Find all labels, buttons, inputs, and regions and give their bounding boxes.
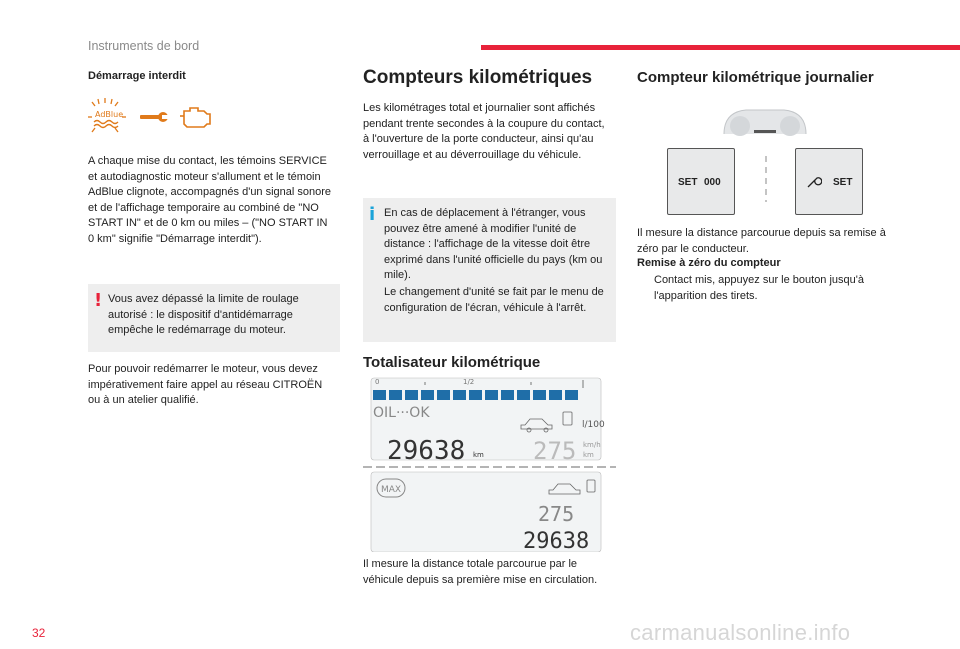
- total-odometer-value: 29638: [387, 436, 466, 466]
- info-icon: i: [369, 204, 376, 225]
- trip-value: 275: [533, 437, 577, 465]
- demarrage-paragraph-1: A chaque mise du contact, les témoins SERVICE et autodiagnostic moteur s'allument et le témoin AdBlue clignote, accompagnés d'un signal sonore et de l'affichage temporaire au combiné de "NO START IN" et de 0 km ou miles – ("NO START IN 0 km" signifie "Démarrage interdit").: [88, 155, 332, 245]
- info-note-text-1: En cas de déplacement à l'étranger, vous pouvez être amené à modifier l'unité de distance : l'affichage de la vitesse doit être exprimé dans l'unité officielle du pays (km ou mile).: [384, 207, 603, 282]
- service-wrench-icon: [140, 112, 168, 122]
- lower-total-value: 29638: [523, 529, 590, 552]
- svg-text:1/2: 1/2: [463, 378, 475, 386]
- svg-text:l/100: l/100: [582, 420, 605, 430]
- adblue-warning-icon: [88, 98, 126, 132]
- svg-text:km: km: [473, 451, 484, 459]
- wrench-icon: [806, 173, 822, 194]
- warning-icons-row: [88, 98, 228, 138]
- running-header: Instruments de bord: [88, 39, 200, 53]
- journalier-heading: Compteur kilométrique journalier: [637, 69, 874, 86]
- svg-text:km/h: km/h: [583, 441, 601, 449]
- reset-instruction: Contact mis, appuyez sur le bouton jusqu'à l'apparition des tirets.: [654, 274, 864, 302]
- totalisateur-heading: Totalisateur kilométrique: [363, 354, 541, 371]
- warning-note-text: Vous avez dépassé la limite de roulage autorisé : le dispositif d'antidémarrage empêche le redémarrage du moteur.: [108, 293, 299, 337]
- compteurs-paragraph: Les kilométrages total et journalier sont affichés pendant trente secondes à la coupure du contact, à l'ouverture de la porte conducteur, ainsi qu'au verrouillage et au déverrouillage du véhicule.: [363, 102, 605, 161]
- odometer-display-illustration: [363, 376, 616, 552]
- lower-trip-value: 275: [538, 502, 575, 526]
- header-accent-bar: [481, 45, 960, 50]
- reset-heading: Remise à zéro du compteur: [637, 257, 781, 269]
- svg-text:0: 0: [375, 378, 380, 386]
- page-number: 32: [32, 626, 46, 640]
- demarrage-paragraph-2: Pour pouvoir redémarrer le moteur, vous devez impérativement faire appel au réseau CITROËN ou à un atelier qualifié.: [88, 363, 323, 407]
- compteurs-heading: Compteurs kilométriques: [363, 67, 593, 88]
- dashed-separator: [764, 156, 768, 202]
- svg-text:AdBlue: AdBlue: [95, 110, 124, 119]
- cluster-outline: [720, 104, 810, 142]
- section-heading-demarrage: Démarrage interdit: [88, 70, 186, 82]
- watermark-text: carmanualsonline.info: [630, 620, 851, 645]
- engine-check-icon: [180, 108, 210, 127]
- svg-text:km: km: [583, 451, 594, 459]
- totalisateur-caption: Il mesure la distance totale parcourue par le véhicule depuis sa première mise en circulation.: [363, 558, 598, 586]
- cluster-top-illustration: [720, 104, 810, 142]
- exclamation-icon: !: [94, 290, 103, 311]
- warning-icons: [88, 98, 228, 138]
- trip-set-button-right[interactable]: SET: [795, 148, 863, 215]
- trip-set-button-left[interactable]: SET 000: [667, 148, 735, 215]
- svg-text:MAX: MAX: [381, 485, 402, 495]
- warning-note-box: [88, 284, 340, 352]
- info-note-text-2: Le changement d'unité se fait par le menu de configuration de l'écran, véhicule à l'arrêt.: [384, 286, 604, 314]
- odometer-display: [363, 376, 616, 552]
- info-note-box: [363, 198, 616, 342]
- journalier-paragraph: Il mesure la distance parcourue depuis sa remise à zéro par le conducteur.: [637, 227, 886, 255]
- oil-level-text: OIL···OK: [373, 405, 430, 421]
- trip-counter-value: 000: [704, 177, 721, 188]
